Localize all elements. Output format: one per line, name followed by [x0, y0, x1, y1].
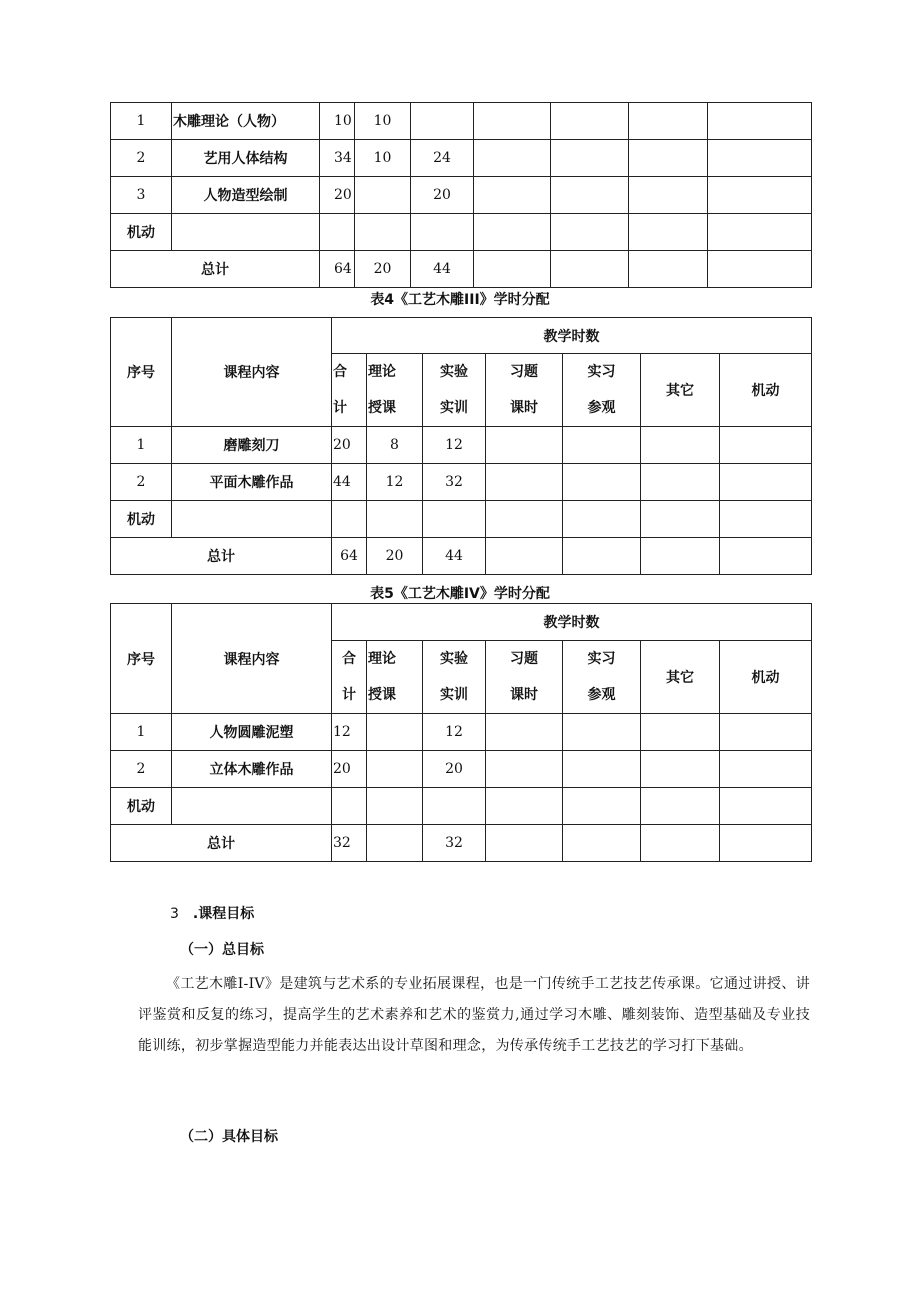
header-hours: 教学时数 [332, 318, 812, 354]
row-theory: 10 [355, 103, 411, 140]
header-flex: 机动 [720, 354, 812, 427]
header-visit: 实习 参观 [563, 641, 641, 714]
row-no: 3 [111, 177, 172, 214]
header-visit: 实习 参观 [563, 354, 641, 427]
row-total: 20 [320, 177, 355, 214]
section-number: 3 [170, 906, 179, 922]
row-no: 机动 [111, 788, 172, 825]
goal-paragraph: 《工艺木雕I-IV》是建筑与艺术系的专业拓展课程，也是一门传统手工艺技艺传承课。它通过讲授、讲评鉴赏和反复的练习，提高学生的艺术素养和艺术的鉴赏力,通过学习木雕、雕刻装饰、造型基础及专业技能训练，初步掌握造型能力并能表达出设计草图和理念，为传承传统手工艺技艺的学习打下基础。 [138, 976, 810, 1054]
section-heading [170, 903, 254, 923]
table-row [111, 464, 812, 501]
row-content: 人物圆雕泥塑 [172, 714, 332, 751]
row-no: 1 [111, 103, 172, 140]
header-row [111, 318, 812, 354]
table-row [111, 177, 812, 214]
row-lab: 32 [423, 464, 486, 501]
row-lab [411, 103, 474, 140]
row-total: 34 [320, 140, 355, 177]
row-no: 1 [111, 427, 172, 464]
header-content: 课程内容 [172, 604, 332, 714]
row-lab: 20 [411, 177, 474, 214]
total-theory [367, 825, 423, 862]
table-row [111, 788, 812, 825]
total-lab: 44 [423, 538, 486, 575]
total-sum: 64 [332, 538, 367, 575]
total-lab: 44 [411, 251, 474, 288]
table-total-row [111, 538, 812, 575]
total-theory: 20 [355, 251, 411, 288]
row-total: 20 [332, 427, 367, 464]
header-content: 课程内容 [172, 318, 332, 427]
table-4 [110, 317, 812, 575]
subheading-specific-goals: （二）具体目标 [180, 1129, 278, 1145]
row-theory [367, 751, 423, 788]
header-theory: 理论 授课 [367, 641, 423, 714]
row-theory [367, 714, 423, 751]
row-theory: 12 [367, 464, 423, 501]
row-content: 平面木雕作品 [172, 464, 332, 501]
row-total: 44 [332, 464, 367, 501]
table-5 [110, 603, 812, 862]
header-other: 其它 [641, 354, 720, 427]
header-no: 序号 [111, 318, 172, 427]
total-lab: 32 [423, 825, 486, 862]
row-total: 10 [320, 103, 355, 140]
header-total: 合 计 [332, 641, 367, 714]
row-content: 艺用人体结构 [172, 140, 320, 177]
header-exercise: 习题 课时 [486, 354, 563, 427]
table-row [111, 751, 812, 788]
row-no: 2 [111, 751, 172, 788]
section-title: .课程目标 [192, 906, 255, 922]
total-label: 总计 [111, 825, 332, 862]
row-total: 20 [332, 751, 367, 788]
row-no: 机动 [111, 214, 172, 251]
row-lab: 12 [423, 427, 486, 464]
row-theory: 10 [355, 140, 411, 177]
row-lab: 20 [423, 751, 486, 788]
subheading-general-goal: （一）总目标 [180, 942, 264, 958]
table-row [111, 103, 812, 140]
table-row [111, 501, 812, 538]
table-row [111, 214, 812, 251]
header-lab: 实验 实训 [423, 641, 486, 714]
row-no: 机动 [111, 501, 172, 538]
table-total-row [111, 825, 812, 862]
row-lab: 12 [423, 714, 486, 751]
row-no: 2 [111, 464, 172, 501]
total-label: 总计 [111, 251, 320, 288]
row-theory [355, 177, 411, 214]
header-hours: 教学时数 [332, 604, 812, 641]
table-row [111, 427, 812, 464]
table-row [111, 140, 812, 177]
row-content: 磨雕刻刀 [172, 427, 332, 464]
row-content: 木雕理论（人物） [172, 103, 320, 140]
row-no: 1 [111, 714, 172, 751]
total-label: 总计 [111, 538, 332, 575]
row-lab: 24 [411, 140, 474, 177]
total-theory: 20 [367, 538, 423, 575]
row-no: 2 [111, 140, 172, 177]
table-total-row [111, 251, 812, 288]
header-lab: 实验 实训 [423, 354, 486, 427]
row-total: 12 [332, 714, 367, 751]
row-theory: 8 [367, 427, 423, 464]
row-content: 人物造型绘制 [172, 177, 320, 214]
table-row [111, 714, 812, 751]
header-row [111, 604, 812, 641]
table-4-caption: 表4《工艺木雕III》学时分配 [370, 292, 550, 308]
header-other: 其它 [641, 641, 720, 714]
row-content: 立体木雕作品 [172, 751, 332, 788]
header-flex: 机动 [720, 641, 812, 714]
header-total: 合 计 [332, 354, 367, 427]
total-sum: 64 [320, 251, 355, 288]
header-no: 序号 [111, 604, 172, 714]
table-3-continuation [110, 102, 812, 288]
header-exercise: 习题 课时 [486, 641, 563, 714]
table-5-caption: 表5《工艺木雕IV》学时分配 [370, 586, 550, 602]
total-sum: 32 [332, 825, 367, 862]
header-theory: 理论 授课 [367, 354, 423, 427]
